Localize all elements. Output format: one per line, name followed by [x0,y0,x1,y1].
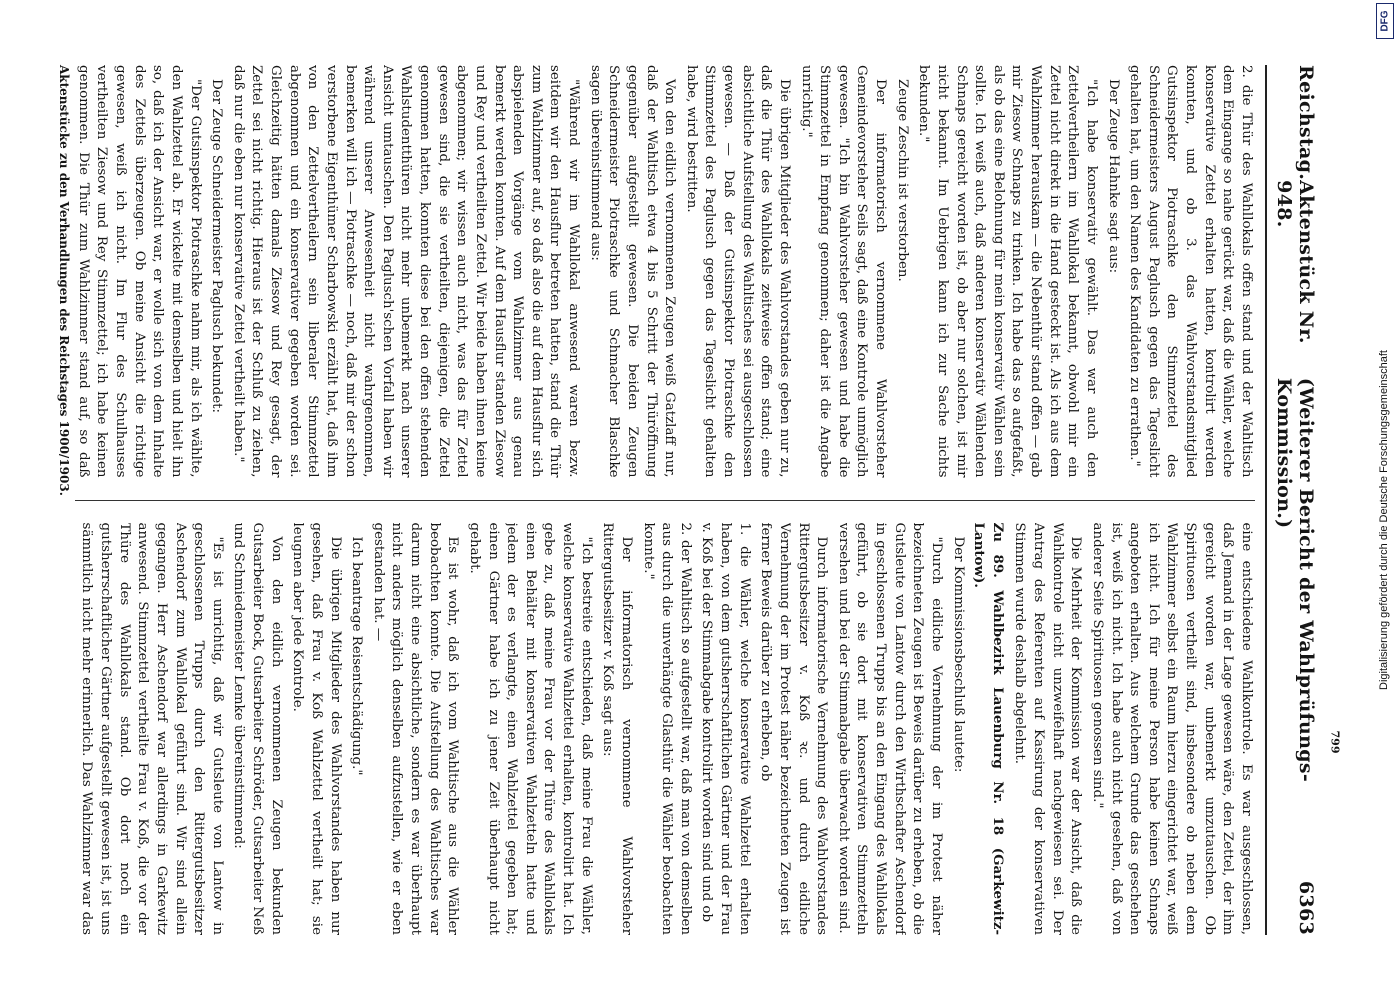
paragraph: Der Kommissionsbeschluß lautete: [950,536,966,773]
list-item: 1. die Wähler, welche konservative Wahlzettel erhalten haben, von dem gutsherrschaftlichen Gärtner und der Frau v. Koß bei der Stimmabgabe kontrolirt worden sind und ob [699,522,752,935]
header-title: (Weiterer Bericht der Wahlprüfungs-Kommission.) [1273,377,1317,783]
header-center: Aktenstück Nr. 948. [1273,180,1317,344]
dfg-logo-text: DFG [1379,10,1391,32]
paragraph: "Ich habe konservativ gewählt. Das war auch den Zettelvertheilern im Wahllokal bekannt, obwohl mir ein Zettel nicht direkt in die Hand gesteckt ist. Als ich aus dem Wahlzimmer herauskam — die Nebenthür stand offen — gab mir Ziesow Schnaps zu trinken. Ich habe das so aufgefaßt, als ob das eine Belohnung für mein konservativ Wählen sein sollte. Ich weiß auch, daß anderen konservativ Wählenden Schnaps gereicht worden ist, ob aber nur solchen, ist mir nicht bekannt. Im Uebrigen kann ich zur Sache nichts bekunden." [916,65,1099,478]
right-column [75,523,1255,936]
column-divider [75,500,1255,501]
page-footer [57,65,71,935]
dfg-logo-icon [1376,3,1394,39]
paragraph: Ich beantrage Reisentschädigung." [349,536,365,776]
paragraph: 2. die Thür des Wahllokals offen stand und der Wahltisch dem Eingange so nahe gerückt war, daß die Wähler, welche konservative Zettel erhalten hatten, kontrolirt werden konnten, und ob 3. das Wahlvorstandsmitglied Gutsinspektor Piotraschke den Stimmzettel des Schneidermeisters August Paglusch gegen das Tageslicht gehalten hat, um den Namen des Kandidaten zu errathen." [1127,65,1254,478]
paragraph: Von den eidlich vernommenen Zeugen weiß Gatzlaff nur, daß der Wahltisch etwa 4 bis 5 Schritt der Thüröffnung gegenüber aufgestellt gewesen. Die beiden Zeugen Schneidermeister Piotraschke und Schmacher Blaschke sagen übereinstimmend aus: [587,65,678,478]
paragraph: Der informatorisch vernommene Wahlvorsteher Gemeindevorsteher Seils sagt, daß eine Kontrole unmöglich gewesen. "Ich bin Wahlvorsteher gewesen und habe die Stimmzettel in Empfang genommen; daher ist die Angabe unrichtig." [798,65,889,478]
paragraph: "Durch eidliche Vernehmung der im Protest näher bezeichneten Zeugen ist Beweis darüber zu erheben, ob die Gutsleute von Lantow durch den Wirthschafter Aschendorf in geschlossenen Trupps bis an den Eingang des Wahllokals geführt, ob sie dort mit konservativen Stimmzetteln versehen und bei der Stimmabgabe überwacht worden sind. [835,522,944,935]
left-column [75,65,1255,478]
paragraph: Es ist wohr, daß ich vom Wahltische aus die Wähler beobachten konnte. Die Aufstellung des Wahltisches war darum nicht eine absichtliche, sondern es war überhaupt nicht anders möglich denselben aufzustellen, wie er eben gestanden hat. — [370,522,461,935]
header-left: Reichstag. [1295,65,1317,181]
paragraph: Die Mehrheit der Kommission war der Ansicht, daß die Wahlkontrole nicht unzweifelhaft nachgewiesen sei. Der Antrag des Referenten auf Kassirung der konservativen Stimmen wurde deshalb abgelehnt. [1012,522,1084,935]
paragraph: Durch informatorische Vernehmung des Wahlvorstandes Rittergutsbesitzer v. Koß ꝛc. und durch eidliche Vernehmung der im Protest näher bezeichneten Zeugen ist ferner Beweis darüber zu erheben, ob [758,522,830,935]
page-number: 6363 [1295,880,1317,935]
paragraph: "Es ist unrichtig, daß wir Gutsleute von Lantow in geschlossenen Trupps durch den Rittergutsbesitzer Aschendorf zum Wahllokal geführt sind. Wir sind allein gegangen. Herr Aschendorf war allerdings in Garkewitz anwesend. Stimmzettel vertheilte Frau v. Koß, die vor der Thüre des Wahllokals stand. Ob dort noch ein gutsherrschaftlicher Gärtner aufgestellt gewesen ist, ist uns sämmtlich nicht mehr erinnerlich. Das Wahlzimmer war das [79,522,225,935]
rotated-document [53,35,1343,965]
paragraph: Von den eidlich vernommenen Zeugen bekunden Gutsarbeiter Bock, Gutsarbeiter Schröder, Gutsarbeiter Neß und Schmiedemeister Lemke übereinstimmend: [231,522,284,935]
paragraph: eine entschiedene Wahlkontrole. Es war ausgeschlossen, daß Jemand in der Lage gewesen wäre, den Zettel, der ihm gereicht worden war, unbemerkt umzutauschen. Ob Spirituosen vertheilt sind, insbesondere ob neben dem Wahlzimmer selbst ein Raum hierzu eingerichtet war, weiß ich nicht. Ich für meine Person habe keinen Schnaps angeboten erhalten. Aus welchem Grunde das geschehen ist, weiß ich nicht. Ich habe auch nicht gesehen, daß von anderer Seite Spirituosen genossen sind." [1090,522,1254,935]
paragraph: "Ich bestreite entschieden, daß meine Frau die Wähler, welche konservative Wahlzettel erhalten, kontrolirt hat. Ich gebe zu, daß meine Frau vor der Thüre des Wahllokals einen Behälter mit konservativen Wahlzetteln hatte und jedem der es verlangte, einen Wahlzettel gegeben hat; einen Gärtner habe ich zu jener Zeit überhaupt nicht gehabt. [467,522,594,935]
paragraph: Der Zeuge Hahnke sagt aus: [1105,79,1121,274]
paragraph: "Während wir im Wahllokal anwesend waren bezw. seitdem wir den Hausflur betreten hatten, stand die Thür zum Wahlzimmer auf, so daß also die auf dem Hausflur sich abspielenden Vorgänge vom Wahlzimmer aus genau bemerkt werden konnten. Auf dem Hausflur standen Ziesow und Rey und vertheilten Zettel. Wir beide haben ihnen keine abgenommen; wir wissen auch nicht, was das für Zettel gewesen sind, die sie vertheilten, diejenigen, die Zettel genommen hatten, konnten diese bei den offen stehenden Wahlstudentthüren nicht mehr unbemerkt nach unserer Ansicht umtauschen. Den Paglusch'schen Vorfall haben wir während unserer Anwesenheit nicht wahrgenommen, bemerken will ich — Piotraschke — noch, daß mir der schon verstorbene Eigenthümer Scharbowski erzählt hat, daß ihm von den Zettelvertheilern sein liberaler Stimmzettel abgenommen und ein konservativer gegeben worden sei. Gleichzeitig hätten damals Ziesow und Rey gesagt, der Zettel sei nicht richtig. Hieraus ist der Schluß zu ziehen, daß nur die eben nur konservative Zettel vertheilt haben." [230,65,582,478]
digitization-credit: Digitalisierung gefördert durch die Deutsche Forschungsgemeinschaft [1378,350,1390,690]
page-stamp: 799 [1328,730,1342,754]
paragraph: Der informatorisch vernommene Wahlvorsteher Rittergutsbesitzer v. Koß sagt aus: [600,522,634,935]
paragraph: Zeuge Zeschin ist verstorben. [894,79,910,282]
list-item: 2. der Wahltisch so aufgestellt war, daß man von demselben aus durch die unverhängte Glasthür die Wähler beobachten konnte." [640,522,693,935]
section-heading: Zu 89. Wahlbezirk Lauenburg Nr. 18 (Garkewitz-Lantow). [971,522,1006,935]
paragraph: Die übrigen Mitglieder des Wahlvorstandes haben nur gesehen, daß Frau v. Koß Wahlzettel vertheilt hat; sie leugnen aber jede Kontrole. [290,522,343,935]
footer-text: Aktenstücke zu den Verhandlungen des Reichstages 1900/1903. [57,65,71,496]
page-header [1265,65,1317,935]
paragraph: Die übrigen Mitglieder des Wahlvorstandes geben nur zu, daß die Thür des Wahllokals zeitweise offen stand; eine absichtliche Aufstellung des Wahltisches sei ausgeschlossen gewesen. — Daß der Gutsinspektor Piotraschke den Stimmzettel des Paglusch gegen das Tageslicht gehalten habe, wird bestritten. [683,65,792,478]
text-columns [75,65,1255,935]
paragraph: Der Zeuge Schneidermeister Paglusch bekundet: [209,79,225,414]
paragraph: "Der Gutsinspektor Piotraschke nahm mir, als ich wählte, den Wahlzettel ab. Er wickelte mit demselben und hielt ihn so, daß ich der Ansicht war, er wolle sich von dem Inhalte des Zettels überzeugen. Ob meine Ansicht die richtige gewesen, weiß ich nicht. Im Flur des Schulhauses vertheilten Ziesow und Rey Stimmzettel; ich habe keinen genommen. Die Thür zum Wahlzimmer stand auf, so daß [75,65,203,478]
